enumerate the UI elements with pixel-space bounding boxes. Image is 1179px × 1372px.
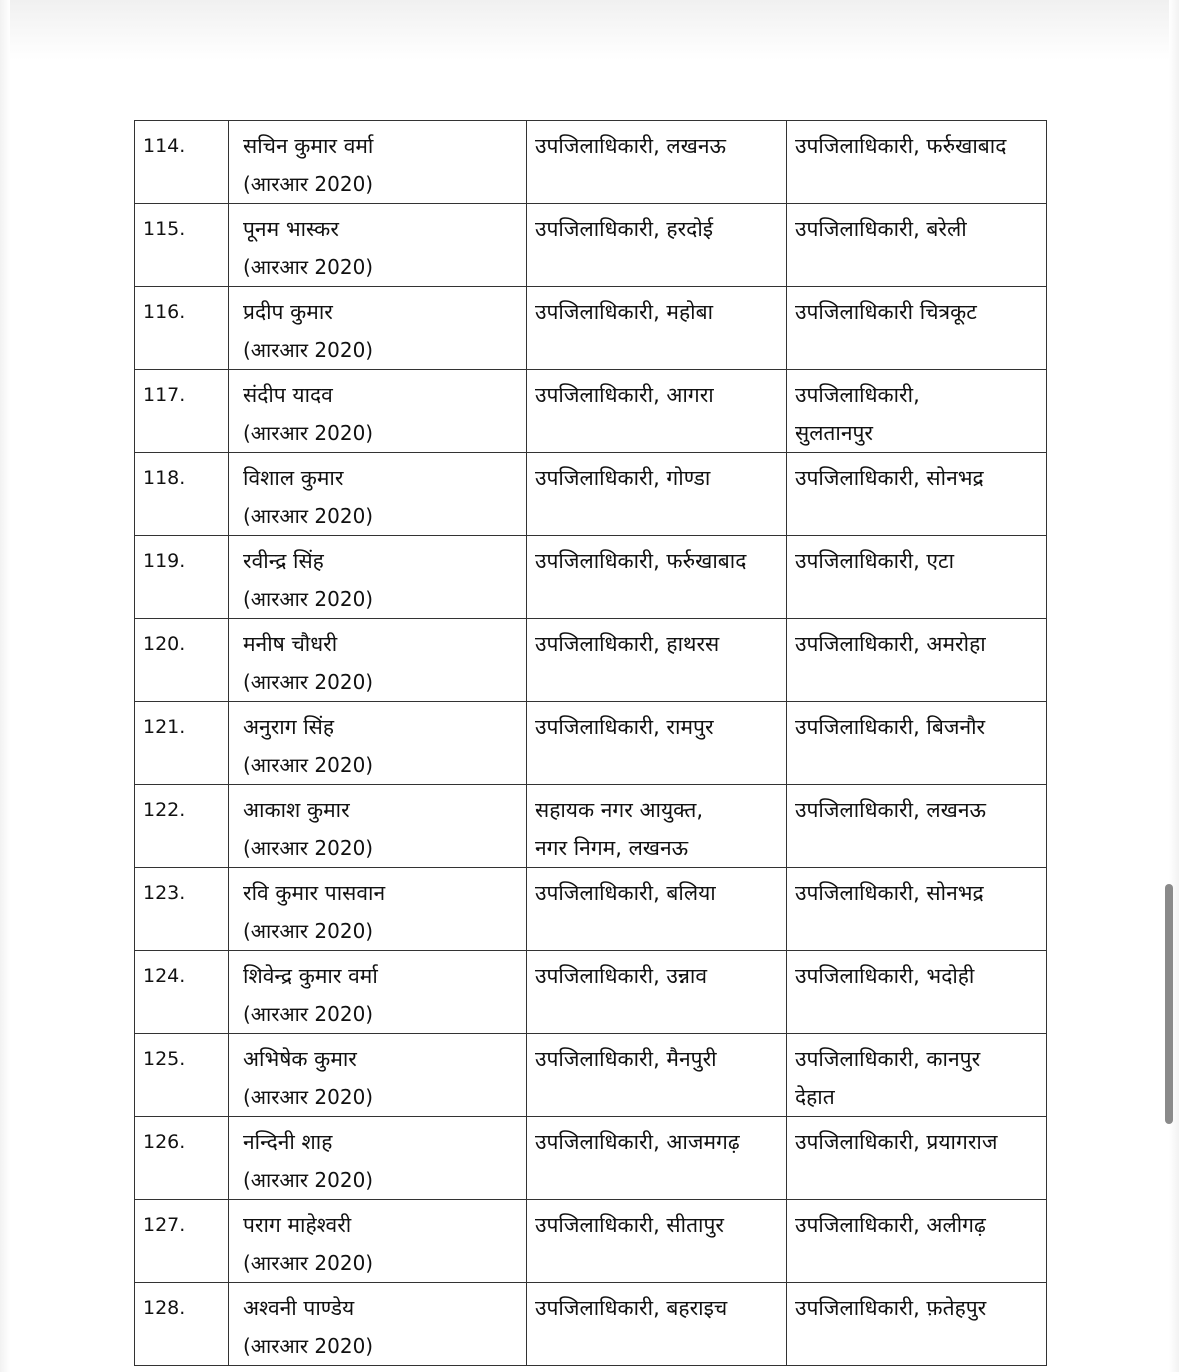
officer-batch: (आरआर 2020) bbox=[243, 255, 374, 279]
officer-batch: (आरआर 2020) bbox=[243, 504, 374, 528]
new-posting-cell bbox=[787, 1283, 1047, 1366]
new-posting-cell bbox=[787, 868, 1047, 951]
serial-number: 124. bbox=[143, 965, 186, 987]
transfer-table-body bbox=[135, 121, 1047, 1366]
new-posting-text: सुलतानपुर bbox=[795, 421, 874, 445]
table-row bbox=[135, 1034, 1047, 1117]
serial-number-cell bbox=[135, 619, 229, 702]
current-posting-cell bbox=[527, 1034, 787, 1117]
current-posting-text: उपजिलाधिकारी, रामपुर bbox=[535, 715, 714, 739]
officer-cell bbox=[229, 370, 527, 453]
officer-name: मनीष चौधरी bbox=[243, 632, 338, 656]
serial-number: 123. bbox=[143, 882, 186, 904]
table-row bbox=[135, 536, 1047, 619]
current-posting-text: उपजिलाधिकारी, महोबा bbox=[535, 300, 714, 324]
serial-number-cell bbox=[135, 951, 229, 1034]
page-top-shadow bbox=[0, 0, 1179, 60]
serial-number-cell bbox=[135, 453, 229, 536]
current-posting-text: उपजिलाधिकारी, लखनऊ bbox=[535, 134, 726, 158]
current-posting-cell bbox=[527, 453, 787, 536]
new-posting-cell bbox=[787, 453, 1047, 536]
table-row bbox=[135, 204, 1047, 287]
new-posting-cell bbox=[787, 370, 1047, 453]
new-posting-text: उपजिलाधिकारी, फर्रुखाबाद bbox=[795, 134, 1007, 158]
officer-cell bbox=[229, 868, 527, 951]
current-posting-cell bbox=[527, 370, 787, 453]
new-posting-cell bbox=[787, 619, 1047, 702]
serial-number: 118. bbox=[143, 467, 186, 489]
officer-batch: (आरआर 2020) bbox=[243, 587, 374, 611]
new-posting-cell bbox=[787, 1200, 1047, 1283]
serial-number: 122. bbox=[143, 799, 186, 821]
officer-batch: (आरआर 2020) bbox=[243, 1251, 374, 1275]
table-row bbox=[135, 868, 1047, 951]
current-posting-text: नगर निगम, लखनऊ bbox=[535, 836, 689, 860]
officer-batch: (आरआर 2020) bbox=[243, 1334, 374, 1358]
serial-number: 125. bbox=[143, 1048, 186, 1070]
current-posting-text: उपजिलाधिकारी, बलिया bbox=[535, 881, 716, 905]
current-posting-cell bbox=[527, 619, 787, 702]
serial-number: 114. bbox=[143, 135, 186, 157]
officer-cell bbox=[229, 785, 527, 868]
new-posting-cell bbox=[787, 287, 1047, 370]
serial-number-cell bbox=[135, 1200, 229, 1283]
officer-batch: (आरआर 2020) bbox=[243, 670, 374, 694]
officer-cell bbox=[229, 1200, 527, 1283]
officer-cell bbox=[229, 702, 527, 785]
officer-name: शिवेन्द्र कुमार वर्मा bbox=[243, 964, 378, 988]
serial-number: 126. bbox=[143, 1131, 186, 1153]
new-posting-text: उपजिलाधिकारी, लखनऊ bbox=[795, 798, 986, 822]
new-posting-text: उपजिलाधिकारी, अलीगढ़ bbox=[795, 1213, 986, 1237]
officer-cell bbox=[229, 121, 527, 204]
new-posting-text: उपजिलाधिकारी, bbox=[795, 383, 920, 407]
officer-batch: (आरआर 2020) bbox=[243, 1085, 374, 1109]
table-row bbox=[135, 702, 1047, 785]
page-edge-right bbox=[1169, 0, 1179, 1372]
current-posting-cell bbox=[527, 204, 787, 287]
new-posting-text: उपजिलाधिकारी, सोनभद्र bbox=[795, 466, 984, 490]
officer-cell bbox=[229, 1283, 527, 1366]
current-posting-cell bbox=[527, 121, 787, 204]
serial-number-cell bbox=[135, 370, 229, 453]
table-row bbox=[135, 370, 1047, 453]
new-posting-text: देहात bbox=[795, 1085, 835, 1109]
serial-number: 121. bbox=[143, 716, 186, 738]
current-posting-text: उपजिलाधिकारी, मैनपुरी bbox=[535, 1047, 717, 1071]
officer-name: विशाल कुमार bbox=[243, 466, 344, 490]
officer-batch: (आरआर 2020) bbox=[243, 919, 374, 943]
new-posting-text: उपजिलाधिकारी, भदोही bbox=[795, 964, 975, 988]
table-row bbox=[135, 619, 1047, 702]
new-posting-text: उपजिलाधिकारी, प्रयागराज bbox=[795, 1130, 998, 1154]
serial-number: 128. bbox=[143, 1297, 186, 1319]
new-posting-text: उपजिलाधिकारी, बिजनौर bbox=[795, 715, 986, 739]
current-posting-text: उपजिलाधिकारी, सीतापुर bbox=[535, 1213, 724, 1237]
current-posting-text: उपजिलाधिकारी, बहराइच bbox=[535, 1296, 728, 1320]
serial-number: 117. bbox=[143, 384, 186, 406]
officer-name: अश्वनी पाण्डेय bbox=[243, 1296, 355, 1320]
table-row bbox=[135, 453, 1047, 536]
officer-name: रवीन्द्र सिंह bbox=[243, 549, 324, 573]
new-posting-text: उपजिलाधिकारी, कानपुर bbox=[795, 1047, 981, 1071]
officer-batch: (आरआर 2020) bbox=[243, 1002, 374, 1026]
officer-name: पूनम भास्कर bbox=[243, 217, 339, 241]
officer-name: अभिषेक कुमार bbox=[243, 1047, 357, 1071]
new-posting-text: उपजिलाधिकारी, एटा bbox=[795, 549, 955, 573]
current-posting-cell bbox=[527, 785, 787, 868]
table-row bbox=[135, 785, 1047, 868]
new-posting-cell bbox=[787, 536, 1047, 619]
officer-batch: (आरआर 2020) bbox=[243, 753, 374, 777]
officer-batch: (आरआर 2020) bbox=[243, 338, 374, 362]
current-posting-cell bbox=[527, 702, 787, 785]
table-row bbox=[135, 1117, 1047, 1200]
new-posting-cell bbox=[787, 121, 1047, 204]
serial-number-cell bbox=[135, 785, 229, 868]
serial-number-cell bbox=[135, 1034, 229, 1117]
officer-cell bbox=[229, 453, 527, 536]
serial-number: 119. bbox=[143, 550, 186, 572]
new-posting-cell bbox=[787, 702, 1047, 785]
officer-name: नन्दिनी शाह bbox=[243, 1130, 333, 1154]
new-posting-cell bbox=[787, 785, 1047, 868]
current-posting-text: उपजिलाधिकारी, हरदोई bbox=[535, 217, 714, 241]
officer-cell bbox=[229, 619, 527, 702]
serial-number-cell bbox=[135, 1283, 229, 1366]
current-posting-cell bbox=[527, 287, 787, 370]
transfer-table bbox=[134, 120, 1047, 1366]
table-row bbox=[135, 1200, 1047, 1283]
current-posting-text: उपजिलाधिकारी, आजमगढ़ bbox=[535, 1130, 740, 1154]
officer-name: संदीप यादव bbox=[243, 383, 333, 407]
table-row bbox=[135, 287, 1047, 370]
new-posting-text: उपजिलाधिकारी चित्रकूट bbox=[795, 300, 977, 324]
current-posting-text: उपजिलाधिकारी, आगरा bbox=[535, 383, 714, 407]
current-posting-text: सहायक नगर आयुक्त, bbox=[535, 798, 704, 822]
officer-cell bbox=[229, 1034, 527, 1117]
officer-name: पराग माहेश्वरी bbox=[243, 1213, 352, 1237]
new-posting-text: उपजिलाधिकारी, सोनभद्र bbox=[795, 881, 984, 905]
new-posting-cell bbox=[787, 1117, 1047, 1200]
current-posting-text: उपजिलाधिकारी, फर्रुखाबाद bbox=[535, 549, 747, 573]
officer-cell bbox=[229, 287, 527, 370]
serial-number-cell bbox=[135, 536, 229, 619]
officer-name: सचिन कुमार वर्मा bbox=[243, 134, 374, 158]
serial-number-cell bbox=[135, 204, 229, 287]
current-posting-cell bbox=[527, 1283, 787, 1366]
officer-batch: (आरआर 2020) bbox=[243, 172, 374, 196]
current-posting-text: उपजिलाधिकारी, हाथरस bbox=[535, 632, 720, 656]
current-posting-cell bbox=[527, 868, 787, 951]
serial-number-cell bbox=[135, 702, 229, 785]
serial-number: 120. bbox=[143, 633, 186, 655]
serial-number-cell bbox=[135, 121, 229, 204]
officer-cell bbox=[229, 951, 527, 1034]
new-posting-text: उपजिलाधिकारी, बरेली bbox=[795, 217, 967, 241]
serial-number-cell bbox=[135, 868, 229, 951]
new-posting-cell bbox=[787, 951, 1047, 1034]
page-edge-left bbox=[0, 0, 10, 1372]
officer-cell bbox=[229, 204, 527, 287]
current-posting-text: उपजिलाधिकारी, गोण्डा bbox=[535, 466, 711, 490]
serial-number-cell bbox=[135, 1117, 229, 1200]
table-row bbox=[135, 121, 1047, 204]
table-row bbox=[135, 951, 1047, 1034]
current-posting-text: उपजिलाधिकारी, उन्नाव bbox=[535, 964, 708, 988]
serial-number: 127. bbox=[143, 1214, 186, 1236]
current-posting-cell bbox=[527, 1200, 787, 1283]
officer-batch: (आरआर 2020) bbox=[243, 421, 374, 445]
officer-name: अनुराग सिंह bbox=[243, 715, 335, 739]
current-posting-cell bbox=[527, 951, 787, 1034]
new-posting-text: उपजिलाधिकारी, फ़तेहपुर bbox=[795, 1296, 987, 1320]
officer-cell bbox=[229, 536, 527, 619]
new-posting-text: उपजिलाधिकारी, अमरोहा bbox=[795, 632, 986, 656]
officer-name: आकाश कुमार bbox=[243, 798, 350, 822]
officer-cell bbox=[229, 1117, 527, 1200]
officer-name: प्रदीप कुमार bbox=[243, 300, 333, 324]
serial-number-cell bbox=[135, 287, 229, 370]
new-posting-cell bbox=[787, 204, 1047, 287]
new-posting-cell bbox=[787, 1034, 1047, 1117]
officer-batch: (आरआर 2020) bbox=[243, 836, 374, 860]
vertical-scrollbar[interactable] bbox=[1165, 884, 1173, 1124]
serial-number: 116. bbox=[143, 301, 186, 323]
serial-number: 115. bbox=[143, 218, 186, 240]
current-posting-cell bbox=[527, 536, 787, 619]
table-row bbox=[135, 1283, 1047, 1366]
officer-name: रवि कुमार पासवान bbox=[243, 881, 386, 905]
officer-batch: (आरआर 2020) bbox=[243, 1168, 374, 1192]
current-posting-cell bbox=[527, 1117, 787, 1200]
